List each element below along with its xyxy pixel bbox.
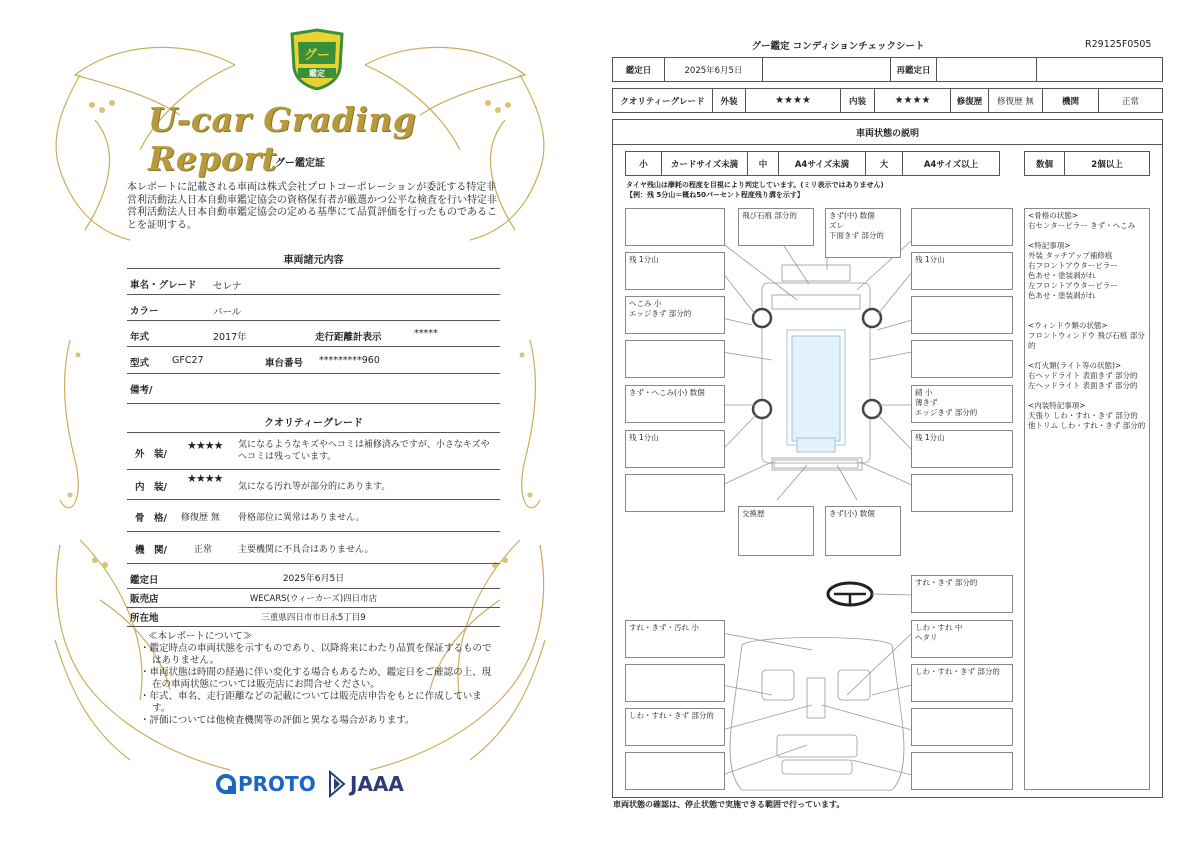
special-note: <特記事項> 外装 タッチアップ補修痕 右フロントアウターピラー 色あせ・塗装剥がれ 左フロントアウターピラー 色あせ・塗装剥がれ — [1028, 241, 1118, 300]
label: 年式 — [130, 332, 150, 343]
mileage-value: ***** — [414, 328, 438, 339]
badge-subtext: 鑑定 — [309, 69, 325, 78]
proto-logo-text: PROTO — [238, 772, 316, 796]
mileage-label: 走行距離計表示 — [315, 332, 382, 343]
callout-front-glass: 飛び石痕 部分的 — [738, 208, 814, 246]
label: 内 装/ — [135, 482, 167, 493]
spec-row-name — [127, 268, 500, 295]
spec-section-title: 車両諸元内容 — [283, 255, 344, 266]
callout-steering: すれ・きず 部分的 — [911, 575, 1013, 613]
label: 備考/ — [130, 385, 153, 396]
int-stars: ★★★★ — [875, 89, 951, 112]
shop-row — [127, 588, 500, 608]
color-value: パール — [213, 307, 242, 318]
tire-example: 【例：残 5分山＝概ね50パーセント程度残り溝を示す】 — [626, 191, 804, 199]
notes-title: ≪本レポートについて≫ — [148, 631, 253, 642]
spec-row-color — [127, 294, 500, 321]
report-notes — [140, 631, 500, 727]
shop-value: WECARS(ウィーカーズ)四日市店 — [249, 594, 378, 604]
callout-box — [911, 296, 1013, 334]
model-value: GFC27 — [172, 355, 204, 366]
certificate-body: 本レポートに記載される車両は株式会社プロトコーポレーションが委託する特定非営利活動法人日本自動車鑑定協会の資格保有者が厳選かつ公平な検査を行い特定非営利活動法人日本自動車鑑定協会の定める基準にて品質評価を行ったものであることを証明する。 — [127, 182, 497, 231]
label: 車名・グレード — [130, 280, 197, 291]
address-value: 三重県四日市市日永5丁目9 — [261, 613, 366, 623]
size-l: 大 — [866, 152, 903, 175]
quality-row-frame — [127, 499, 500, 532]
size-m-desc: A4サイズ未満 — [779, 152, 866, 175]
quality-row-exterior — [127, 432, 500, 470]
redate-label: 再鑑定日 — [891, 58, 937, 81]
size-m: 中 — [748, 152, 779, 175]
date-value: 2025年6月5日 — [282, 574, 345, 584]
label: 外 装/ — [135, 449, 167, 460]
callout-front: きず(中) 数個 ズレ 下面きず 部分的 — [825, 208, 901, 258]
tire-note: タイヤ残山は摩耗の程度を目視により判定しています。(ミリ表示ではありません) — [626, 181, 884, 189]
address-row — [127, 607, 500, 627]
callout-driver-seat: しわ・すれ 中 ヘタリ — [911, 620, 1013, 658]
count-label: 数個 — [1025, 152, 1065, 175]
label: 鑑定日 — [130, 575, 159, 586]
ext-stars: ★★★★ — [746, 89, 841, 112]
note-item: ・評価については他検査機関等の評価と異なる場合があります。 — [140, 715, 415, 726]
frame-value: 修復歴 無 — [181, 513, 220, 523]
callout-right-side: 錆 小 薄きず エッジきず 部分的 — [911, 385, 1013, 423]
window-note: <ウィンドウ類の状態> フロントウィンドウ 飛び石痕 部分的 — [1028, 321, 1145, 350]
document-id: R29125F0505 — [1085, 39, 1152, 50]
spec-row-remarks — [127, 373, 500, 404]
grade-label: クオリティーグレード — [613, 89, 713, 112]
label: カラー — [130, 306, 159, 317]
date-table — [612, 57, 1163, 82]
note-item: ・鑑定時点の車両状態を示すものであり、以降将来にわたり品質を保証するものではありません。 — [140, 643, 492, 666]
callout-rear-replaced: 交換歴 — [738, 506, 814, 556]
callout-box — [625, 474, 725, 512]
report-script-title: U-car Grading Report — [148, 100, 417, 178]
callout-box — [911, 752, 1013, 790]
grade-table — [612, 88, 1163, 113]
callout-tire-fl: 残 1分山 — [625, 252, 725, 290]
date-label: 鑑定日 — [613, 58, 665, 81]
condition-title: 車両状態の説明 — [855, 129, 919, 139]
callout-box — [625, 752, 725, 790]
size-s: 小 — [626, 152, 662, 175]
spec-row-model — [127, 346, 500, 374]
quality-row-interior — [127, 469, 500, 500]
callout-box — [911, 340, 1013, 378]
callout-rear: きず(小) 数個 — [825, 506, 901, 556]
engine-text: 主要機関に不具合はありません。 — [238, 545, 374, 555]
size-legend — [625, 151, 1000, 176]
car-name-value: セレナ — [213, 281, 242, 292]
exterior-stars: ★★★★ — [187, 439, 223, 452]
size-s-desc: カードサイズ未満 — [662, 152, 748, 175]
callout-box — [625, 340, 725, 378]
frame-note: <骨格の状態> 右センターピラー きず・へこみ — [1028, 211, 1136, 230]
label: 型式 — [130, 358, 150, 369]
callout-tire-fr: 残 1分山 — [911, 252, 1013, 290]
divider — [612, 144, 1163, 145]
redate-value — [937, 58, 1037, 81]
callout-left-front: へこみ 小 エッジきず 部分的 — [625, 296, 725, 334]
engine-value: 正常 — [194, 545, 213, 555]
callout-box — [911, 708, 1013, 746]
exterior-text: 気になるようなキズやヘコミは補修済みですが、小さなキズやヘコミは残っています。 — [238, 440, 490, 462]
interior-stars: ★★★★ — [187, 472, 223, 485]
chassis-label: 車台番号 — [265, 358, 304, 369]
count-desc: 2個以上 — [1091, 159, 1123, 170]
callout-left-side: きず・へこみ(小) 数個 — [625, 385, 725, 423]
repair-value: 修復歴 無 — [989, 89, 1043, 112]
interior-text: 気になる汚れ等が部分的にあります。 — [238, 482, 391, 492]
date-value: 2025年6月5日 — [665, 58, 763, 81]
label: 販売店 — [130, 594, 159, 605]
note-item: ・車両状態は時間の経過に伴い変化する場合もあるため、鑑定日をご確認の上、現在の車両状態については販売店にお問合せください。 — [140, 667, 492, 690]
engine-value: 正常 — [1121, 96, 1139, 107]
size-l-desc: A4サイズ以上 — [923, 159, 979, 170]
label: 所在地 — [130, 613, 159, 624]
certificate-title: グー鑑定証 — [275, 158, 325, 169]
callout-box — [625, 208, 725, 246]
empty-cell — [1037, 58, 1162, 81]
interior-note: <内装特記事項> 天張り しわ・すれ・きず 部分的 他トリム しわ・すれ・きず 部分的 — [1028, 401, 1146, 430]
count-legend — [1024, 151, 1150, 176]
callout-rear-seat: しわ・すれ・きず 部分的 — [625, 708, 725, 746]
callout-box — [625, 664, 725, 702]
jaaa-logo-text: JAAA — [350, 772, 404, 796]
int-label: 内装 — [841, 89, 875, 112]
lights-note: <灯火類(ライト等の状態)> 右ヘッドライト 表面きず 部分的 左ヘッドライト 表面きず 部分的 — [1028, 361, 1138, 390]
sheet-footer: 車両状態の確認は、停止状態で実施できる範囲で行っています。 — [613, 800, 845, 809]
year-value: 2017年 — [213, 332, 247, 343]
engine-label: 機関 — [1043, 89, 1099, 112]
quality-row-engine — [127, 531, 500, 564]
spec-row-year — [127, 320, 500, 347]
callout-passenger-seat: しわ・すれ・きず 部分的 — [911, 664, 1013, 702]
chassis-value: *********960 — [319, 355, 380, 366]
sheet-title: グー鑑定 コンディションチェックシート — [751, 41, 925, 52]
callout-box — [911, 208, 1013, 246]
label: 機 関/ — [135, 545, 167, 556]
callout-tire-rr: 残 1分山 — [911, 430, 1013, 468]
repair-label: 修復歴 — [951, 89, 989, 112]
label: 骨 格/ — [135, 513, 167, 524]
badge-text: グー — [303, 48, 330, 63]
callout-dashboard: すれ・きず・汚れ 小 — [625, 620, 725, 658]
callout-box — [911, 474, 1013, 512]
date-row — [127, 563, 500, 589]
ext-label: 外装 — [713, 89, 746, 112]
jaaa-logo-icon — [328, 770, 346, 798]
note-item: ・年式、車名、走行距離などの記載については販売店申告をもとに作成しています。 — [140, 691, 482, 714]
frame-text: 骨格部位に異常はありません。 — [238, 513, 365, 523]
empty-cell — [763, 58, 891, 81]
callout-tire-rl: 残 1分山 — [625, 430, 725, 468]
quality-section-title: クオリティーグレード — [264, 418, 363, 429]
proto-logo-icon — [216, 774, 238, 796]
side-notes — [1024, 208, 1150, 790]
